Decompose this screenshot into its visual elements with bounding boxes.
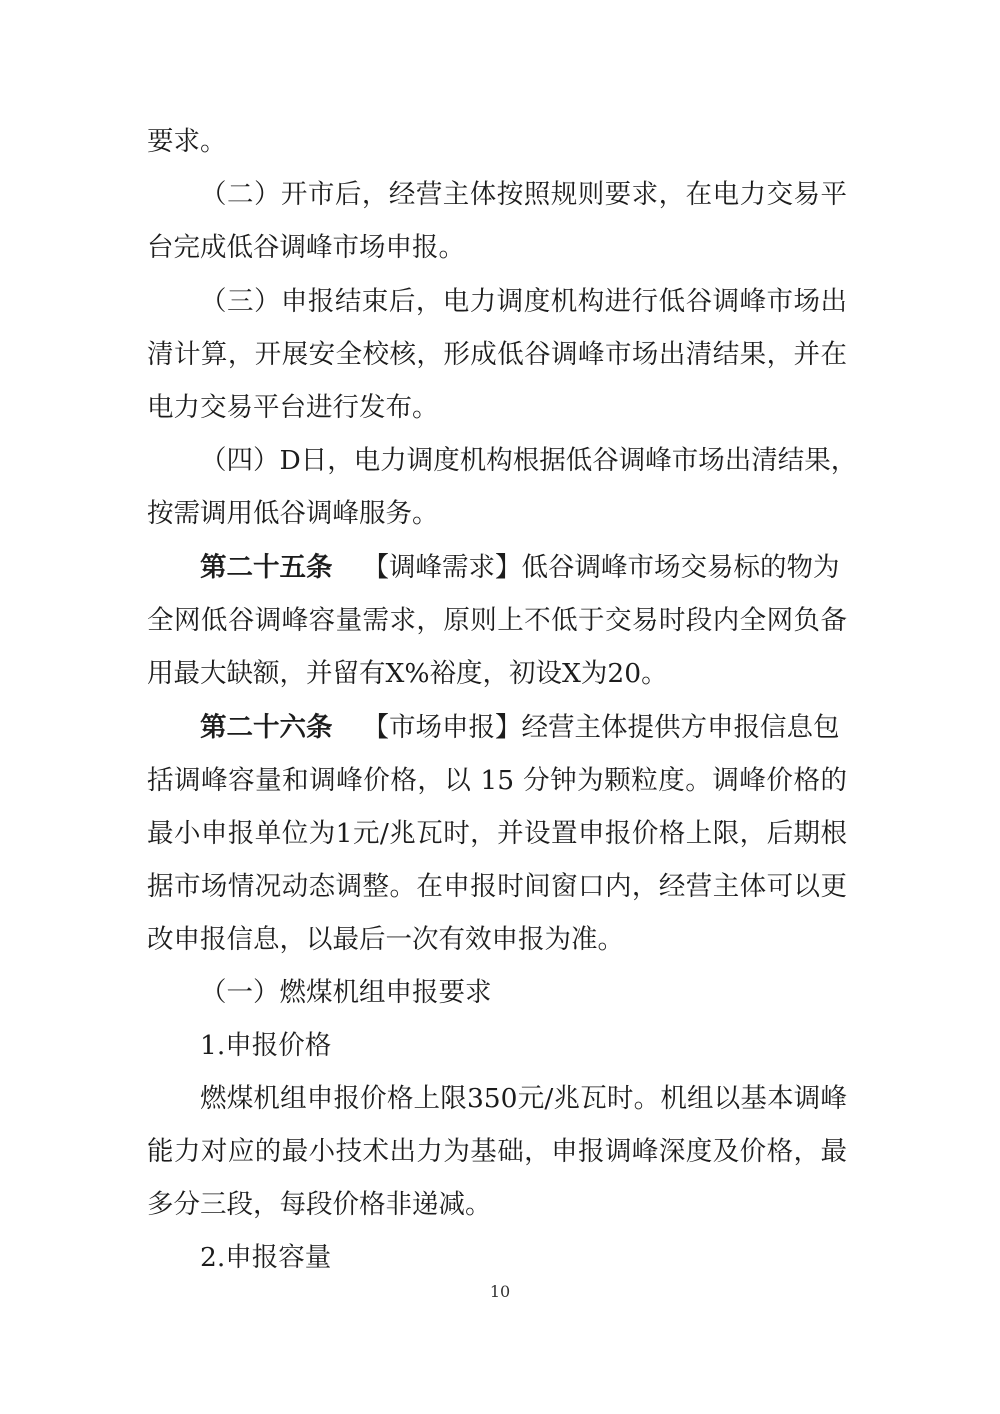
article-number: 第二十六条 [200, 712, 333, 743]
paragraph-line: 清计算，开展安全校核，形成低谷调峰市场出清结果，并在 [147, 339, 847, 370]
paragraph-line: （二）开市后，经营主体按照规则要求，在电力交易平 [200, 179, 847, 210]
section-heading: （一）燃煤机组申报要求 [200, 977, 492, 1008]
paragraph-line: 多分三段，每段价格非递减。 [147, 1189, 492, 1220]
paragraph-line: 能力对应的最小技术出力为基础，申报调峰深度及价格，最 [147, 1136, 847, 1167]
paragraph-line: 电力交易平台进行发布。 [147, 392, 439, 423]
paragraph-line: （三）申报结束后，电力调度机构进行低谷调峰市场出 [200, 286, 847, 317]
paragraph-line: 据市场情况动态调整。在申报时间窗口内，经营主体可以更 [147, 871, 847, 902]
paragraph-line: 用最大缺额，并留有X%裕度，初设X为20。 [147, 658, 668, 689]
article-number: 第二十五条 [200, 552, 333, 583]
subsection-heading: 1.申报价格 [200, 1030, 332, 1061]
paragraph-line: 改申报信息，以最后一次有效申报为准。 [147, 924, 624, 955]
paragraph-line: 燃煤机组申报价格上限350元/兆瓦时。机组以基本调峰 [200, 1083, 847, 1114]
article-text: 【调峰需求】低谷调峰市场交易标的物为 [362, 552, 840, 583]
paragraph-line: 全网低谷调峰容量需求，原则上不低于交易时段内全网负备 [147, 605, 847, 636]
paragraph-line: 最小申报单位为1元/兆瓦时，并设置申报价格上限，后期根 [147, 818, 847, 849]
subsection-heading: 2.申报容量 [200, 1242, 332, 1273]
paragraph-line: 台完成低谷调峰市场申报。 [147, 232, 465, 263]
page-number: 10 [489, 1282, 511, 1301]
article-25-line [200, 548, 847, 588]
article-text: 【市场申报】经营主体提供方申报信息包 [362, 712, 840, 743]
article-26-line [200, 708, 847, 748]
paragraph-line: （四）D日，电力调度机构根据低谷调峰市场出清结果， [200, 445, 858, 476]
paragraph-line: 按需调用低谷调峰服务。 [147, 498, 439, 529]
paragraph-line: 括调峰容量和调峰价格，以 15 分钟为颗粒度。调峰价格的 [147, 765, 847, 796]
paragraph-line: 要求。 [147, 126, 227, 157]
